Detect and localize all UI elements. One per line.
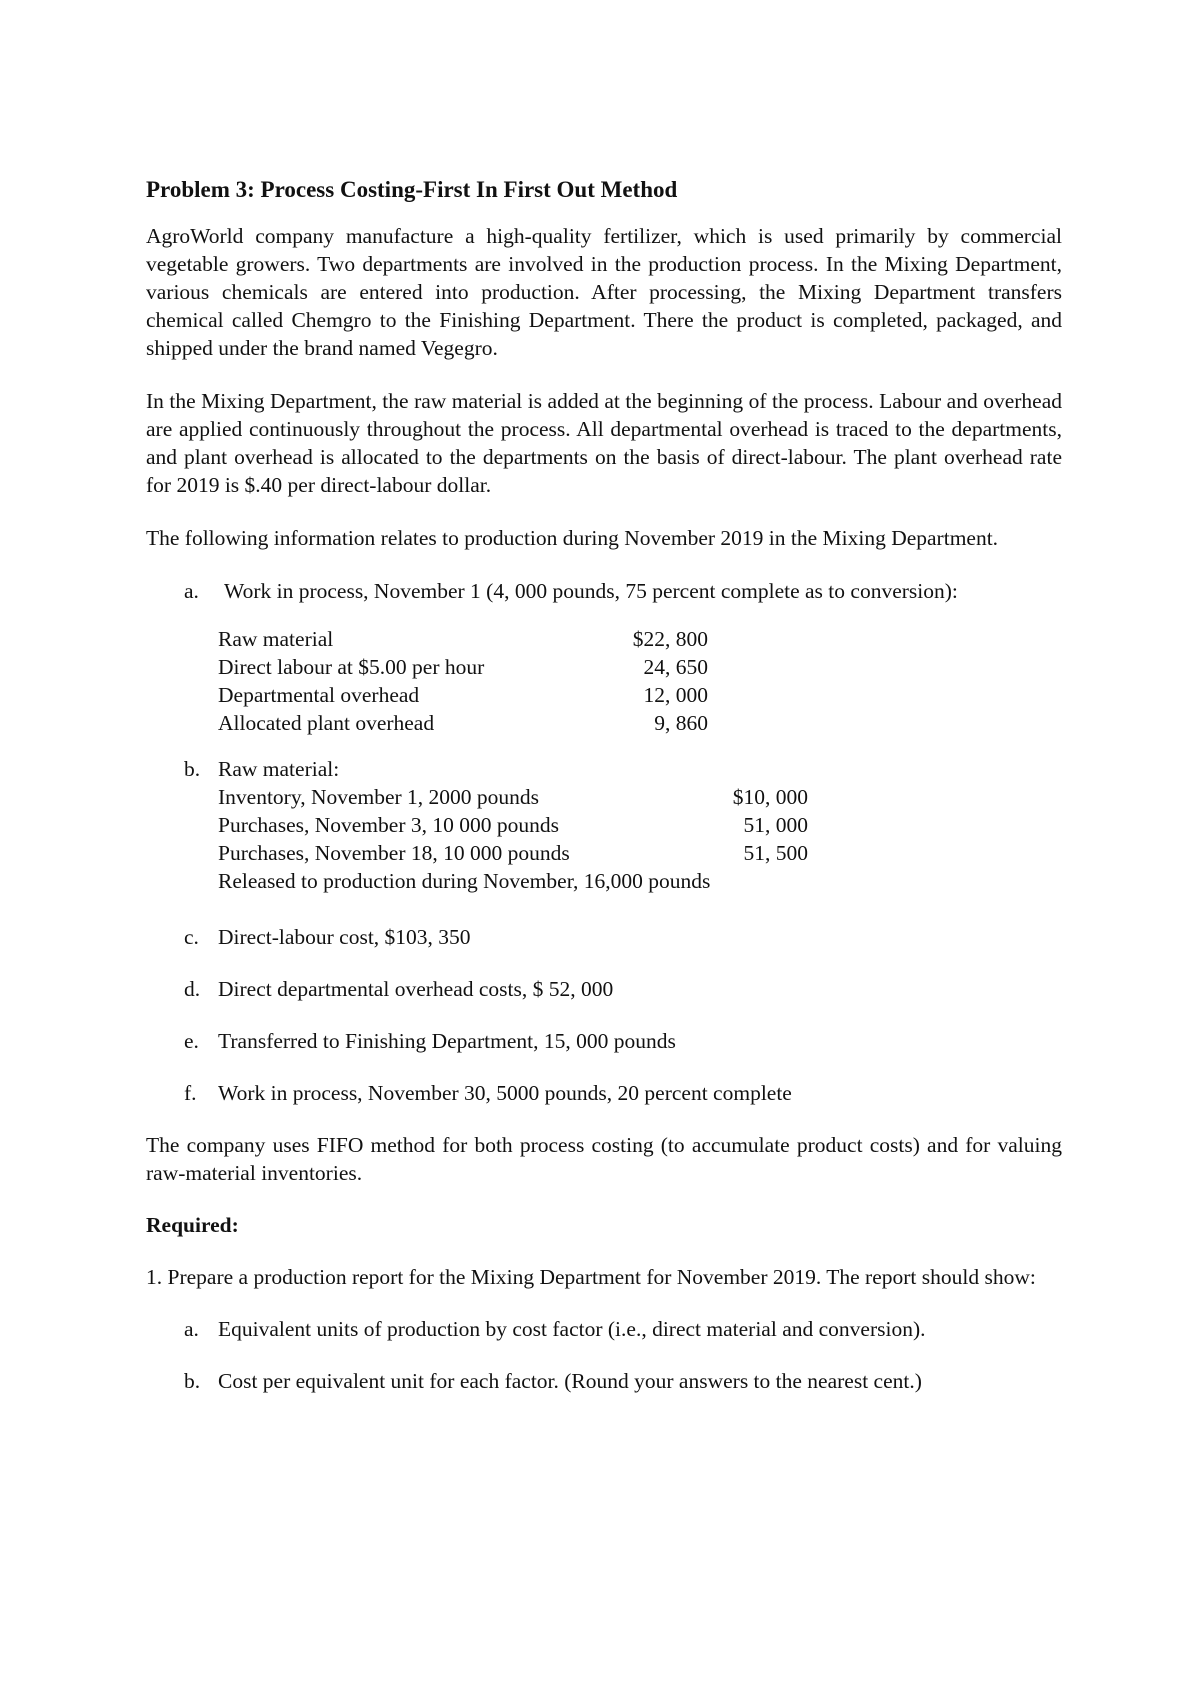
row-value: $22, 800 xyxy=(632,627,708,651)
list-item-text: Equivalent units of production by cost factor (i.e., direct material and conversion). xyxy=(218,1317,926,1341)
table-row xyxy=(218,839,1062,867)
list-item-f xyxy=(146,1079,1062,1107)
list-marker: f. xyxy=(184,1081,197,1105)
row-label: Allocated plant overhead xyxy=(218,711,435,735)
row-label: Direct labour at $5.00 per hour xyxy=(218,655,485,679)
row-value: 9, 860 xyxy=(654,711,708,735)
list-marker: d. xyxy=(184,977,201,1001)
list-item-a xyxy=(146,577,1062,605)
list-item-text: Direct departmental overhead costs, $ 52, 000 xyxy=(218,977,614,1001)
required-heading: Required: xyxy=(146,1213,239,1237)
row-label: Purchases, November 3, 10 000 pounds xyxy=(218,813,559,837)
raw-material-table xyxy=(218,783,1062,895)
row-label: Purchases, November 18, 10 000 pounds xyxy=(218,841,570,865)
mixing-paragraph: In the Mixing Department, the raw material is added at the beginning of the process. Labour and overhead are applied continuously throughout the process. All departmental overhead is traced to the departments, and plant overhead is allocated to the departments on the basis of direct-labour. The plant overhead rate for 2019 is $.40 per direct-labour dollar. xyxy=(146,389,1062,497)
row-value: 51, 500 xyxy=(743,841,808,865)
list-item-text: Work in process, November 30, 5000 pounds, 20 percent complete xyxy=(218,1081,792,1105)
list-item-c xyxy=(146,923,1062,951)
intro-paragraph: AgroWorld company manufacture a high-quality fertilizer, which is used primarily by commercial vegetable growers. Two departments are involved in the production process. In the Mixing Department, various chemicals are entered into production. After processing, the Mixing Department transfers chemical called Chemgro to the Finishing Department. There the product is completed, packaged, and shipped under the brand named Vegegro. xyxy=(146,224,1062,360)
list-marker: b. xyxy=(184,757,201,781)
table-row xyxy=(218,653,1062,681)
table-row xyxy=(218,625,1062,653)
list-item-e xyxy=(146,1027,1062,1055)
list-item-text: Transferred to Finishing Department, 15, 000 pounds xyxy=(218,1029,676,1053)
released-line: Released to production during November, 16,000 pounds xyxy=(218,869,711,893)
list-item-text: Work in process, November 1 (4, 000 pounds, 75 percent complete as to conversion): xyxy=(224,579,958,603)
list-item-d xyxy=(146,975,1062,1003)
row-label: Departmental overhead xyxy=(218,683,420,707)
row-label: Raw material xyxy=(218,627,334,651)
table-row xyxy=(218,709,1062,737)
question-1: 1. Prepare a production report for the Mixing Department for November 2019. The report should show: xyxy=(146,1265,1036,1289)
list-marker: e. xyxy=(184,1029,199,1053)
row-value: 51, 000 xyxy=(743,813,808,837)
table-row xyxy=(218,681,1062,709)
table-row xyxy=(218,811,1062,839)
required-item-a xyxy=(146,1315,1062,1343)
document-page xyxy=(146,176,1062,1395)
list-item-b xyxy=(146,755,1062,783)
row-value: $10, 000 xyxy=(732,785,808,809)
fifo-paragraph: The company uses FIFO method for both process costing (to accumulate product costs) and for valuing raw-material inventories. xyxy=(146,1133,1062,1185)
table-row xyxy=(218,783,1062,811)
list-item-text: Cost per equivalent unit for each factor. (Round your answers to the nearest cent.) xyxy=(218,1369,922,1393)
table-row xyxy=(218,867,1062,895)
required-item-b xyxy=(146,1367,1062,1395)
row-value: 24, 650 xyxy=(643,655,708,679)
wip-cost-table xyxy=(218,625,1062,737)
list-item-text: Raw material: xyxy=(218,757,340,781)
list-marker: b. xyxy=(184,1369,201,1393)
following-paragraph: The following information relates to production during November 2019 in the Mixing Department. xyxy=(146,526,999,550)
list-marker: c. xyxy=(184,925,199,949)
list-item-text: Direct-labour cost, $103, 350 xyxy=(218,925,471,949)
list-marker: a. xyxy=(184,579,199,603)
row-value: 12, 000 xyxy=(643,683,708,707)
problem-title: Problem 3: Process Costing-First In First Out Method xyxy=(146,177,678,202)
list-marker: a. xyxy=(184,1317,199,1341)
row-label: Inventory, November 1, 2000 pounds xyxy=(218,785,540,809)
